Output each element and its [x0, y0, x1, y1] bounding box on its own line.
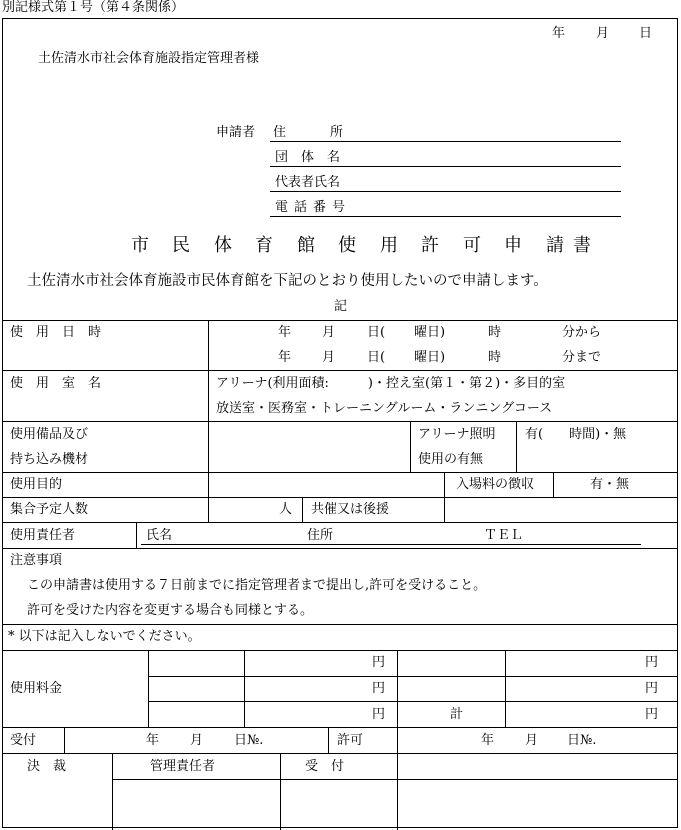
- date-day: 日: [639, 26, 653, 41]
- office-note: * 以下は記入しないでください。: [8, 629, 201, 644]
- dt1-month: 月: [322, 325, 336, 340]
- manager-address-label: 住所: [307, 528, 334, 543]
- fee-label: 使用料金: [10, 681, 63, 696]
- lighting-label-1: アリーナ照明: [418, 427, 496, 442]
- phone-label-1: 電: [275, 200, 289, 215]
- date-month: 月: [596, 26, 610, 41]
- grid-line: [2, 753, 678, 754]
- manager-label: 使用責任者: [10, 528, 76, 543]
- grid-line: [2, 320, 678, 321]
- grid-line: [2, 472, 678, 473]
- phone-label-4: 号: [332, 200, 346, 215]
- address-label-2: 所: [330, 125, 344, 140]
- lighting-value: 有( 時間)・無: [525, 427, 627, 442]
- entry-fee-label: 入場料の徴収: [456, 477, 535, 492]
- applicant-label: 申請者: [216, 125, 256, 140]
- grid-line: [2, 421, 678, 422]
- permission-label: 許可: [337, 733, 364, 748]
- grid-line: [302, 497, 303, 522]
- reception-day-no: 日№.: [234, 733, 264, 748]
- group-label-3: 名: [327, 150, 341, 165]
- usage-room-line2: 放送室・医務室・トレーニングルーム・ランニングコース: [216, 401, 553, 416]
- title-char: 許: [421, 235, 439, 256]
- decision-label: 決 裁: [27, 759, 67, 774]
- grid-line: [2, 650, 678, 651]
- dt2-min: 分まで: [562, 350, 602, 365]
- title-char: 書: [573, 235, 591, 256]
- grid-line: [2, 548, 678, 549]
- yen-label: 円: [372, 707, 386, 722]
- purpose-label: 使用目的: [10, 477, 63, 492]
- permission-year: 年: [481, 733, 495, 748]
- rep-label: 代表者氏名: [275, 175, 341, 190]
- yen-label: 円: [372, 655, 386, 670]
- grid-line: [208, 320, 209, 522]
- title-char: 使: [338, 235, 356, 256]
- usage-room-label: 使 用 室 名: [10, 376, 102, 391]
- dt1-min: 分から: [562, 325, 602, 340]
- title-char: 体: [214, 235, 232, 256]
- notes-line1: この申請書は使用する７日前までに指定管理者まで提出し,許可を受けること。: [27, 578, 487, 593]
- title-char: 市: [131, 235, 149, 256]
- grid-line: [244, 650, 245, 727]
- permission-day-no: 日№.: [567, 733, 597, 748]
- manager-name-label: 氏名: [146, 528, 173, 543]
- grid-line: [280, 753, 281, 830]
- grid-line: [148, 676, 678, 677]
- phone-label-2: 話: [294, 200, 308, 215]
- ki-label: 記: [334, 299, 348, 314]
- dt2-hour: 時: [488, 350, 502, 365]
- permission-month: 月: [525, 733, 539, 748]
- grid-line: [148, 650, 149, 727]
- attendance-label: 集合予定人数: [10, 502, 89, 517]
- grid-line: [136, 522, 137, 548]
- intro-text: 土佐清水市社会体育施設市民体育館を下記のとおり使用したいので申請します。: [27, 273, 548, 289]
- title-char: 民: [172, 235, 190, 256]
- form-number: 別記様式第１号（第４条関係）: [2, 0, 185, 15]
- notes-line2: 許可を受けた内容を変更する場合も同様とする。: [27, 603, 314, 618]
- reception-label: 受付: [10, 733, 37, 748]
- dt2-year: 年: [278, 350, 292, 365]
- dt2-day: 日(: [367, 350, 386, 365]
- equipment-label-1: 使用備品及び: [10, 427, 89, 442]
- dt2-month: 月: [322, 350, 336, 365]
- grid-line: [2, 497, 678, 498]
- receipt-label: 受 付: [305, 759, 345, 774]
- dt2-dow: 曜日): [414, 350, 446, 365]
- group-label-2: 体: [301, 150, 315, 165]
- yen-label: 円: [372, 681, 386, 696]
- dt1-hour: 時: [488, 325, 502, 340]
- address-label-1: 住: [273, 125, 287, 140]
- group-label-1: 団: [275, 150, 289, 165]
- address-line: [270, 141, 621, 142]
- attendance-unit: 人: [279, 502, 293, 517]
- grid-line: [112, 779, 678, 780]
- grid-line: [444, 472, 445, 522]
- title-char: 館: [297, 235, 315, 256]
- title-char: 可: [463, 235, 481, 256]
- manager-underline: [141, 544, 641, 545]
- reception-year: 年: [146, 733, 160, 748]
- lighting-label-2: 使用の有無: [418, 452, 484, 467]
- grid-line: [64, 727, 65, 753]
- grid-line: [2, 522, 678, 523]
- grid-line: [328, 727, 329, 753]
- addressee: 土佐清水市社会体育施設指定管理者様: [38, 51, 260, 66]
- admin-label: 管理責任者: [150, 759, 216, 774]
- yen-label: 円: [645, 707, 659, 722]
- grid-line: [2, 624, 678, 625]
- manager-tel-label: ＴＥＬ: [484, 528, 524, 543]
- title-char: 申: [504, 235, 522, 256]
- grid-line: [397, 727, 398, 753]
- group-line: [270, 166, 621, 167]
- reception-month: 月: [190, 733, 204, 748]
- grid-line: [505, 650, 506, 727]
- equipment-label-2: 持ち込み機材: [10, 452, 89, 467]
- yen-label: 円: [645, 681, 659, 696]
- notes-title: 注意事項: [10, 553, 63, 568]
- grid-line: [2, 370, 678, 371]
- total-label: 計: [450, 707, 464, 722]
- yen-label: 円: [645, 655, 659, 670]
- sponsor-label: 共催又は後援: [311, 502, 390, 517]
- grid-line: [553, 472, 554, 497]
- phone-label-3: 番: [313, 200, 327, 215]
- grid-line: [397, 753, 398, 830]
- rep-line: [270, 191, 621, 192]
- grid-line: [516, 421, 517, 472]
- title-char: 育: [255, 235, 273, 256]
- usage-datetime-label: 使 用 日 時: [10, 325, 102, 340]
- dt1-day: 日(: [367, 325, 386, 340]
- dt1-dow: 曜日): [414, 325, 446, 340]
- entry-fee-value: 有・無: [590, 477, 630, 492]
- title-char: 用: [380, 235, 398, 256]
- title-char: 請: [546, 235, 564, 256]
- grid-line: [148, 701, 678, 702]
- grid-line: [410, 421, 411, 472]
- usage-room-line1: アリーナ(利用面積: )・控え室(第１・第２)・多目的室: [216, 376, 566, 391]
- dt1-year: 年: [278, 325, 292, 340]
- grid-line: [397, 650, 398, 727]
- phone-line: [270, 216, 621, 217]
- date-year: 年: [552, 26, 566, 41]
- grid-line: [112, 753, 113, 830]
- grid-line: [2, 727, 678, 728]
